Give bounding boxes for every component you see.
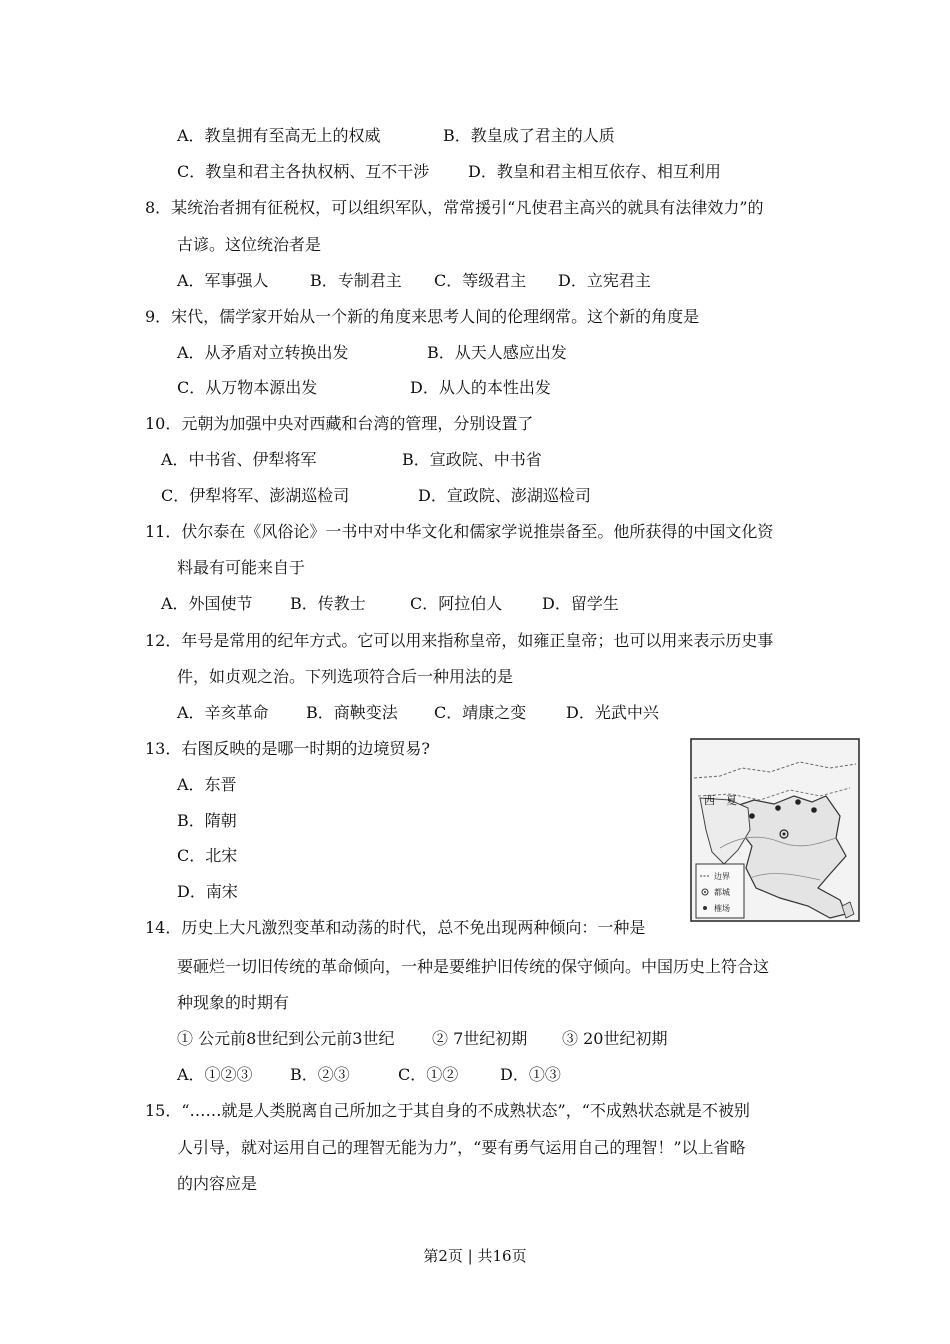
option-text: D．教皇和君主相互依存、相互利用: [468, 162, 721, 181]
map-label-xia: 夏: [726, 794, 737, 807]
question-text: A．东晋: [177, 775, 237, 794]
option-text: C．等级君主: [434, 271, 527, 290]
question-text: D．南宋: [177, 882, 238, 901]
border-trade-map: [690, 738, 860, 922]
question-text: 12．年号是常用的纪年方式。它可以用来指称皇帝，如雍正皇帝；也可以用来表示历史事: [145, 631, 774, 650]
option-text: A．辛亥革命: [177, 703, 269, 722]
question-text: 13．右图反映的是哪一时期的边境贸易?: [145, 739, 430, 758]
option-text: A．从矛盾对立转换出发: [177, 343, 349, 362]
question-text: 种现象的时期有: [177, 993, 290, 1012]
option-text: A．教皇拥有至高无上的权威: [177, 126, 381, 145]
question-text: 古谚。这位统治者是: [177, 235, 322, 254]
question-text: 15．“……就是人类脱离自己所加之于其自身的不成熟状态”，“不成熟状态就是不被别: [145, 1101, 750, 1120]
question-text: 人引导，就对运用自己的理智无能为力”，“要有勇气运用自己的理智！”以上省略: [177, 1138, 746, 1157]
option-text: B．②③: [290, 1065, 350, 1084]
legend-capital: 都城: [714, 888, 730, 897]
question-text: 8．某统治者拥有征税权，可以组织军队，常常援引“凡使君主高兴的就具有法律效力”的: [145, 198, 764, 217]
page-footer: 第2页 | 共16页: [423, 1247, 527, 1265]
option-text: A．①②③: [177, 1065, 253, 1084]
legend-market: 榷场: [714, 904, 730, 913]
option-text: C．阿拉伯人: [410, 594, 503, 613]
question-text: 料最有可能来自于: [177, 558, 306, 577]
option-text: B．传教士: [290, 594, 366, 613]
option-text: C．靖康之变: [434, 703, 527, 722]
option-text: C．从万物本源出发: [177, 378, 318, 397]
question-text: 10．元朝为加强中央对西藏和台湾的管理，分别设置了: [145, 414, 534, 433]
option-text: B．商鞅变法: [306, 703, 398, 722]
option-text: ③ 20世纪初期: [562, 1029, 668, 1048]
question-text: 9．宋代，儒学家开始从一个新的角度来思考人间的伦理纲常。这个新的角度是: [145, 307, 700, 326]
question-text: 的内容应是: [177, 1174, 258, 1193]
legend-boundary: 边界: [714, 872, 730, 881]
question-text: 件，如贞观之治。下列选项符合后一种用法的是: [177, 667, 514, 686]
question-text: 要砸烂一切旧传统的革命倾向，一种是要维护旧传统的保守倾向。中国历史上符合这: [177, 957, 770, 976]
option-text: C．伊犁将军、澎湖巡检司: [161, 486, 350, 505]
option-text: B．教皇成了君主的人质: [443, 126, 615, 145]
option-text: C．教皇和君主各执权柄、互不干涉: [177, 162, 430, 181]
option-text: B．从天人感应出发: [427, 343, 567, 362]
option-text: A．中书省、伊犁将军: [161, 450, 317, 469]
question-text: 11．伏尔泰在《风俗论》一书中对中华文化和儒家学说推崇备至。他所获得的中国文化资: [145, 522, 774, 541]
map-label-xi: 西: [704, 794, 715, 807]
option-text: A．外国使节: [161, 594, 253, 613]
option-text: ② 7世纪初期: [432, 1029, 528, 1048]
option-text: B．专制君主: [310, 271, 402, 290]
option-text: B．宣政院、中书省: [402, 450, 542, 469]
option-text: D．光武中兴: [566, 703, 659, 722]
question-text: 14．历史上大凡激烈变革和动荡的时代，总不免出现两种倾向：一种是: [145, 918, 646, 937]
option-text: D．①③: [500, 1065, 561, 1084]
option-text: A．军事强人: [177, 271, 269, 290]
option-text: D．留学生: [542, 594, 619, 613]
option-text: C．①②: [398, 1065, 459, 1084]
question-text: B．隋朝: [177, 811, 237, 830]
question-text: C．北宋: [177, 846, 238, 865]
option-text: ① 公元前8世纪到公元前3世纪: [177, 1029, 395, 1048]
option-text: D．立宪君主: [558, 271, 651, 290]
option-text: D．从人的本性出发: [410, 378, 551, 397]
option-text: D．宣政院、澎湖巡检司: [418, 486, 591, 505]
